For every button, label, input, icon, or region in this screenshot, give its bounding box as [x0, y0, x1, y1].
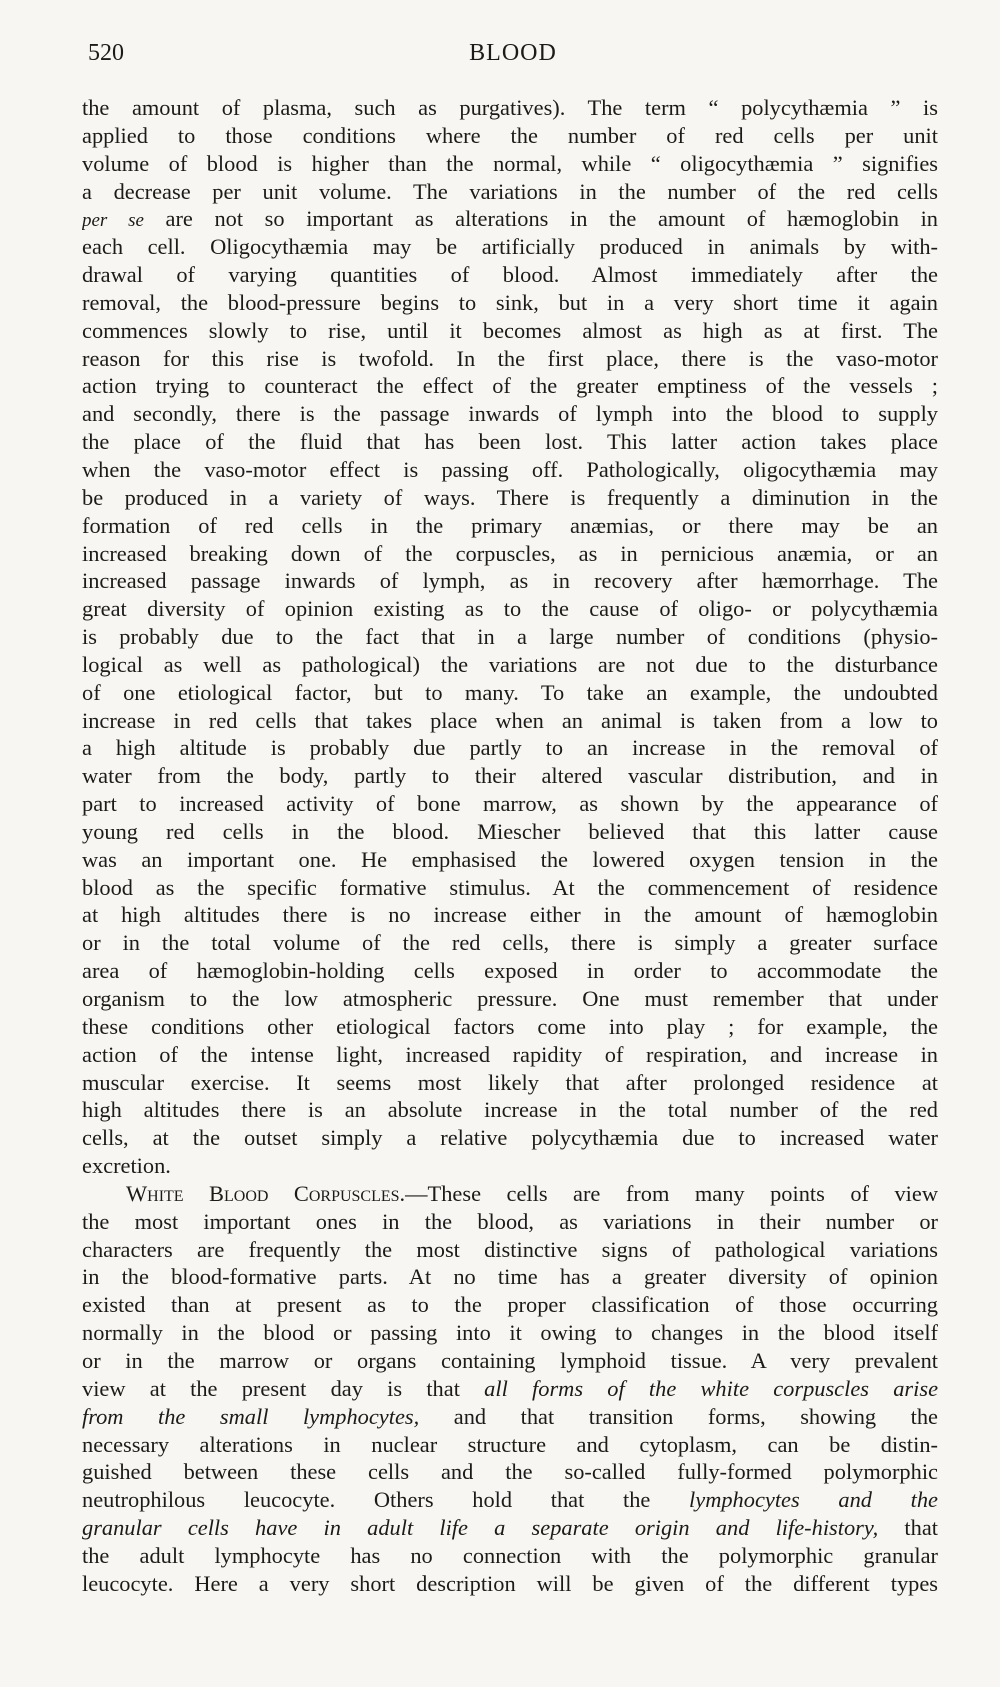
text-line: when the vaso-motor effect is passing off. Pathologically, oligocythæmia may: [82, 456, 938, 482]
text-line: [82, 1375, 938, 1403]
text-line: increased breaking down of the corpuscles, as in pernicious anæmia, or an: [82, 540, 938, 566]
text-line: logical as well as pathological) the variations are not due to the disturbance: [82, 651, 938, 677]
text-line: part to increased activity of bone marrow, as shown by the appearance of: [82, 791, 938, 817]
text-line: reason for this rise is twofold. In the first place, there is the vaso-motor: [82, 345, 938, 371]
text-line: blood as the specific formative stimulus. At the commencement of residence: [82, 874, 938, 900]
text-line: area of hæmoglobin-holding cells exposed in order to accommodate the: [82, 958, 938, 984]
italic-phrase: all forms of the white corpuscles arise: [484, 1375, 938, 1401]
text-line: and secondly, there is the passage inwards of lymph into the blood to supply: [82, 401, 938, 427]
text-line: excretion.: [82, 1153, 171, 1179]
text-line: removal, the blood-pressure begins to sink, but in a very short time it again: [82, 289, 938, 315]
text-line: is probably due to the fact that in a large number of conditions (physio-: [82, 624, 938, 650]
text-span: and that transition forms, showing the: [419, 1403, 938, 1429]
italic-phrase: granular cells have in adult life a separate origin and life-history,: [82, 1515, 879, 1541]
text-line: cells, at the outset simply a relative polycythæmia due to increased water: [82, 1125, 938, 1151]
text-line: each cell. Oligocythæmia may be artificially produced in animals by with-: [82, 234, 938, 260]
text-line: [82, 1180, 938, 1208]
running-head: [88, 40, 938, 80]
text-line: leucocyte. Here a very short description will be given of the different types: [82, 1570, 938, 1596]
text-line: was an important one. He emphasised the lowered oxygen tension in the: [82, 846, 938, 872]
section-title: BLOOD: [469, 40, 557, 66]
text-line: great diversity of opinion existing as to the cause of oligo- or polycythæmia: [82, 596, 938, 622]
text-line: the most important ones in the blood, as variations in their number or: [82, 1208, 938, 1234]
text-line: the place of the fluid that has been lost. This latter action takes place: [82, 429, 938, 455]
text-line: commences slowly to rise, until it becomes almost as high as at first. The: [82, 317, 938, 343]
text-line: of one etiological factor, but to many. To take an example, the undoubted: [82, 679, 938, 705]
text-line: normally in the blood or passing into it owing to changes in the blood itself: [82, 1320, 938, 1346]
text-line: action of the intense light, increased rapidity of respiration, and increase in: [82, 1041, 938, 1067]
text-line: a decrease per unit volume. The variations in the number of the red cells: [82, 178, 938, 204]
text-span: view at the present day is that: [82, 1375, 485, 1401]
text-line: at high altitudes there is no increase either in the amount of hæmoglobin: [82, 902, 938, 928]
text-line: increase in red cells that takes place when an animal is taken from a low to: [82, 707, 938, 733]
text-line: high altitudes there is an absolute increase in the total number of the red: [82, 1097, 938, 1123]
text-line: water from the body, partly to their altered vascular distribution, and in: [82, 763, 938, 789]
text-line: these conditions other etiological factors come into play ; for example, the: [82, 1013, 938, 1039]
text-span: —These cells are from many points of view: [405, 1180, 938, 1206]
latin-phrase: per se: [82, 210, 144, 232]
text-line: volume of blood is higher than the normal, while “ oligocythæmia ” signifies: [82, 150, 938, 176]
text-line: or in the marrow or organs containing lymphoid tissue. A very prevalent: [82, 1347, 938, 1373]
text-line: in the blood-formative parts. At no time has a greater diversity of opinion: [82, 1264, 938, 1290]
text-span: are not so important as alterations in the amount of hæmoglobin in: [143, 206, 938, 232]
text-line: applied to those conditions where the number of red cells per unit: [82, 122, 938, 148]
text-line: drawal of varying quantities of blood. Almost immediately after the: [82, 262, 938, 288]
text-line: [82, 1403, 938, 1431]
text-line: existed than at present as to the proper classification of those occurring: [82, 1292, 938, 1318]
body-text: [82, 94, 938, 1598]
italic-phrase: from the small lymphocytes,: [82, 1403, 420, 1429]
text-span: that: [878, 1515, 938, 1541]
text-line: organism to the low atmospheric pressure. One must remember that under: [82, 986, 938, 1011]
small-caps-heading: White Blood Corpuscles.: [126, 1180, 406, 1206]
text-line: [82, 1486, 938, 1514]
text-line: the adult lymphocyte has no connection with the polymorphic granular: [82, 1542, 938, 1568]
text-line: increased passage inwards of lymph, as in recovery after hæmorrhage. The: [82, 568, 938, 594]
page-number: 520: [88, 40, 124, 66]
text-line: young red cells in the blood. Miescher believed that this latter cause: [82, 818, 938, 844]
text-line: a high altitude is probably due partly to an increase in the removal of: [82, 735, 938, 761]
text-line: the amount of plasma, such as purgatives). The term “ polycythæmia ” is: [82, 95, 938, 120]
text-line: characters are frequently the most distinctive signs of pathological variations: [82, 1236, 938, 1262]
text-line: necessary alterations in nuclear structure and cytoplasm, can be distin-: [82, 1431, 938, 1457]
text-line: action trying to counteract the effect of the greater emptiness of the vessels ;: [82, 373, 938, 399]
italic-phrase: lymphocytes and the: [689, 1487, 938, 1513]
text-line: muscular exercise. It seems most likely that after prolonged residence at: [82, 1069, 938, 1095]
text-line: [82, 205, 938, 233]
text-span: neutrophilous leucocyte. Others hold that the: [82, 1487, 690, 1513]
text-line: [82, 1514, 938, 1542]
text-line: formation of red cells in the primary anæmias, or there may be an: [82, 512, 938, 538]
text-line: be produced in a variety of ways. There is frequently a diminution in the: [82, 484, 938, 510]
text-line: guished between these cells and the so-called fully-formed polymorphic: [82, 1459, 938, 1485]
text-line: or in the total volume of the red cells, there is simply a greater surface: [82, 930, 938, 956]
